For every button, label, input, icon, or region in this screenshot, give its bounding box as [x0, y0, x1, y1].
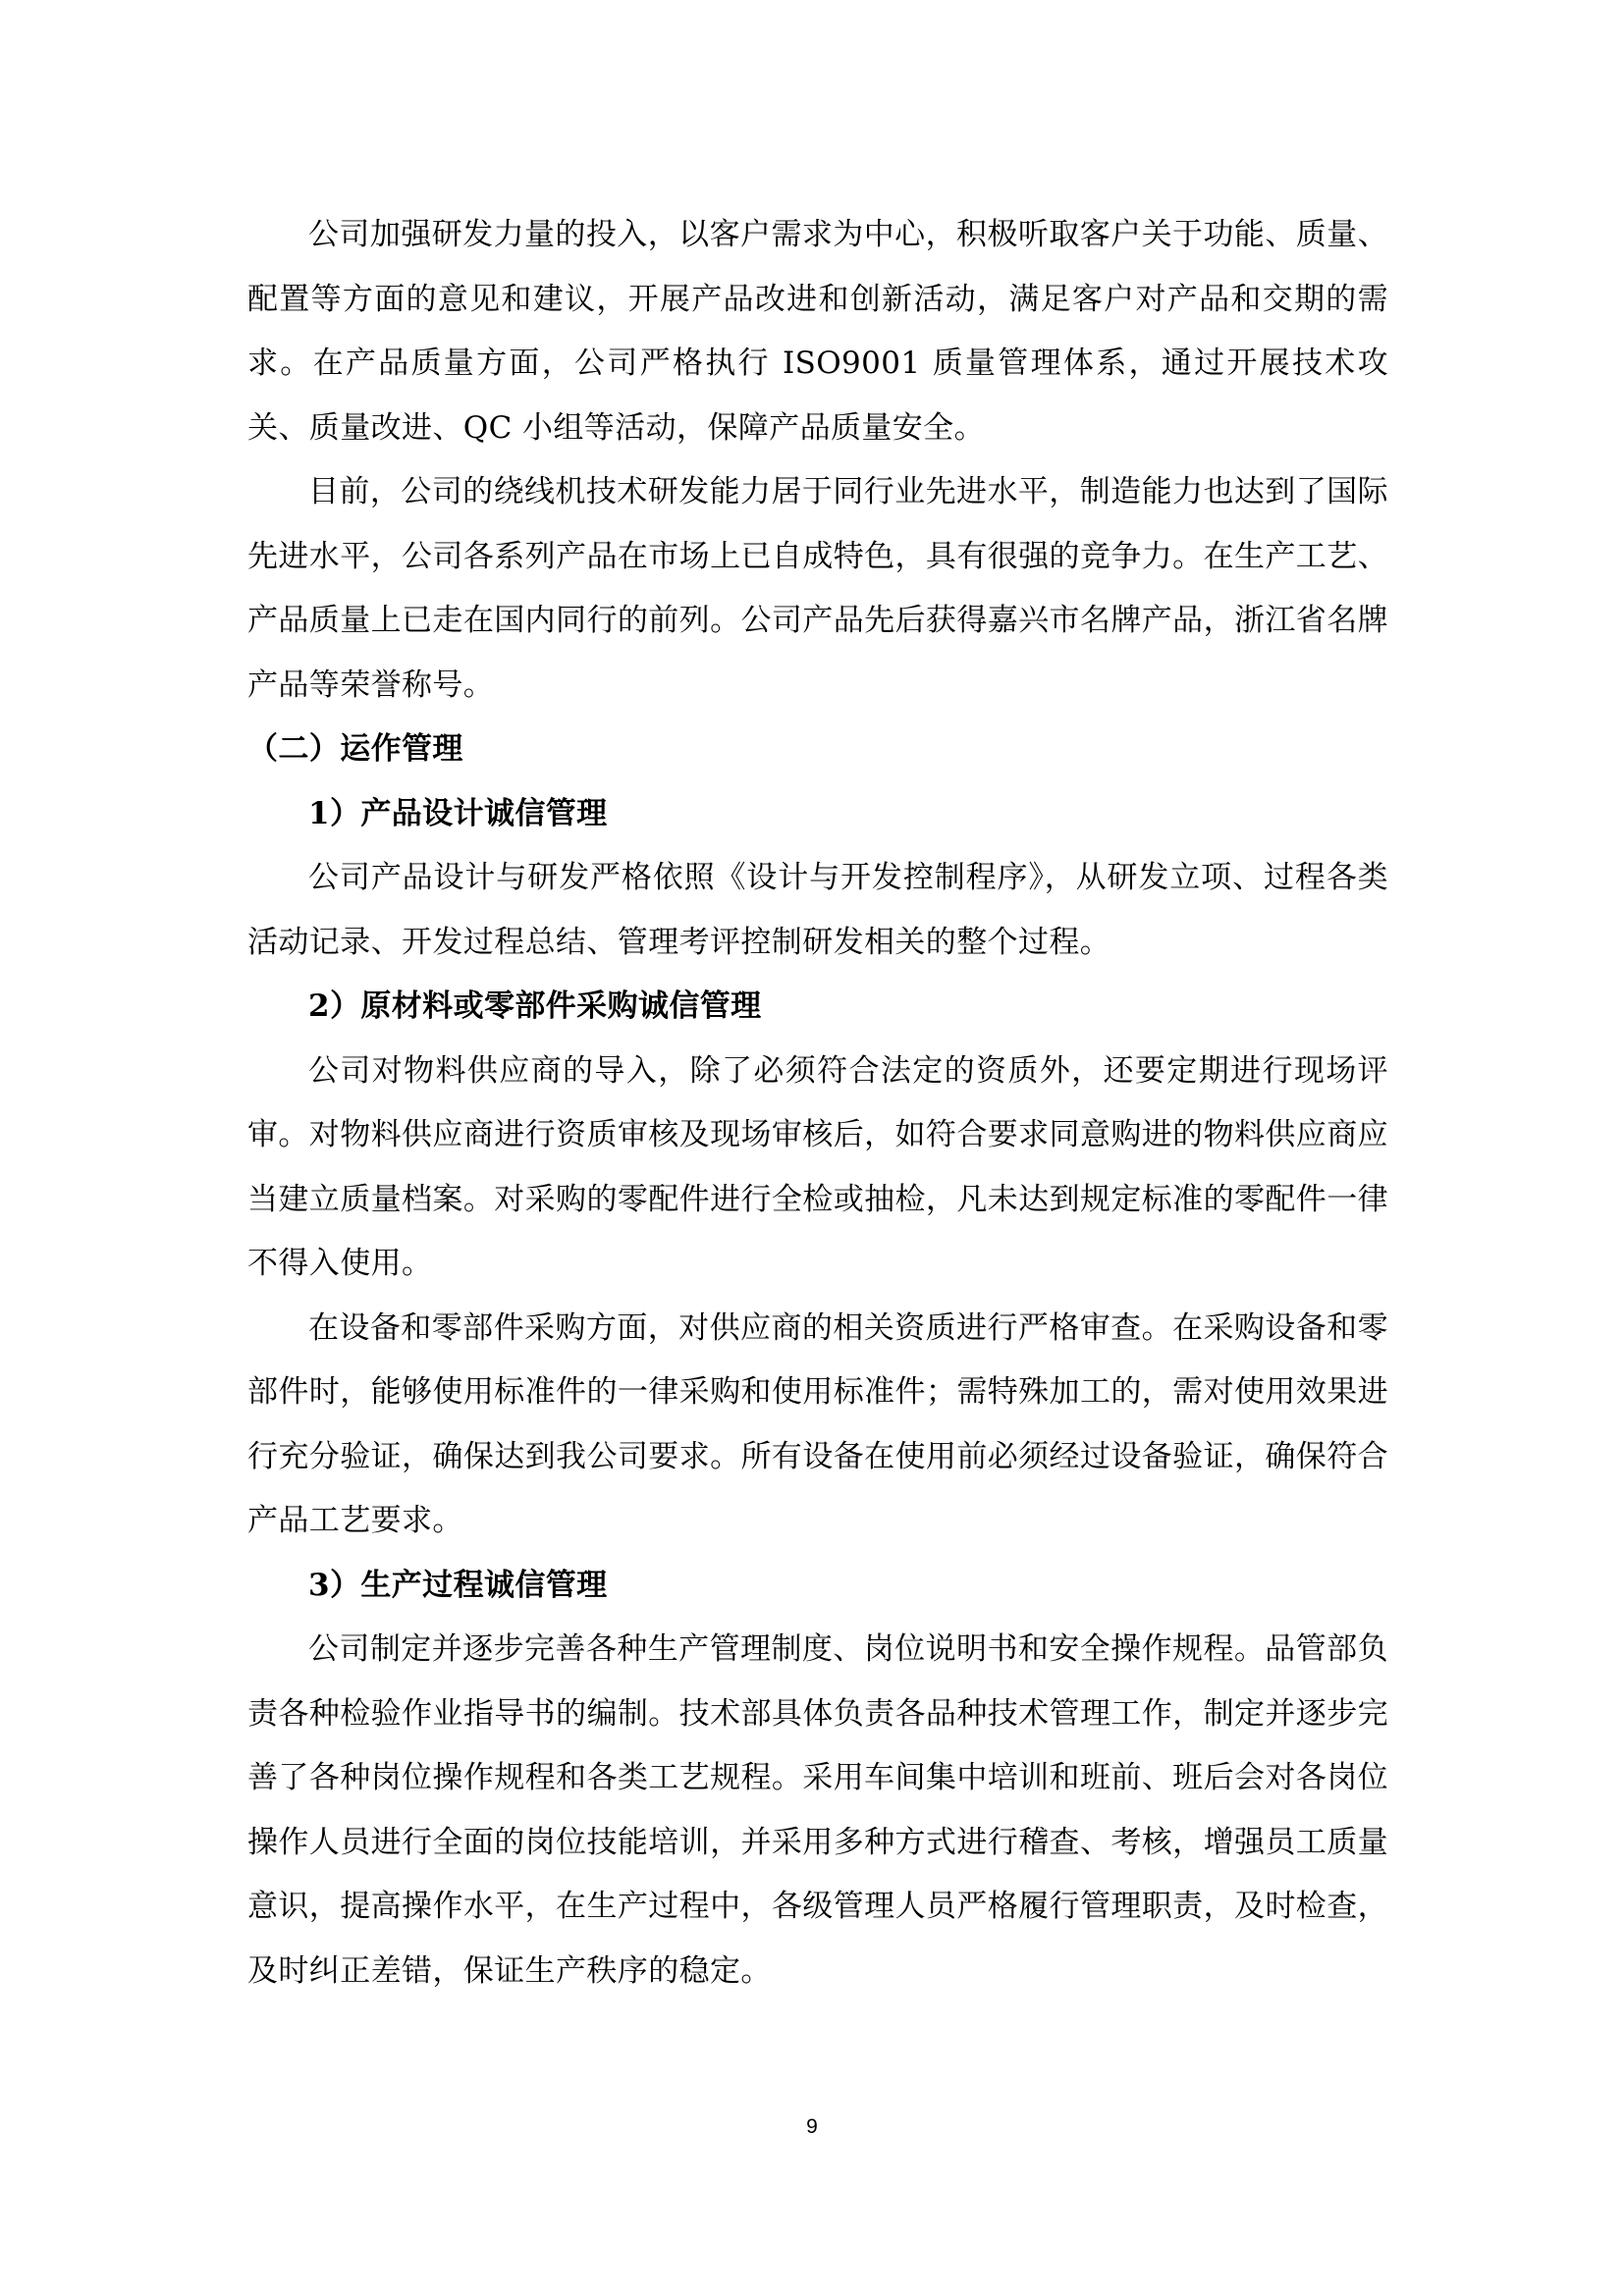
procurement-paragraph-2: 在设备和零部件采购方面，对供应商的相关资质进行严格审查。在采购设备和零部件时，能够使用标准件的一律采购和使用标准件；需特殊加工的，需对使用效果进行充分验证，确保达到我公司要求。所有设备在使用前必须经过设备验证，确保符合产品工艺要求。 — [247, 1309, 1388, 1538]
document-body — [247, 203, 1388, 2003]
intro-paragraph-1: 公司加强研发力量的投入，以客户需求为中心，积极听取客户关于功能、质量、配置等方面的意见和建议，开展产品改进和创新活动，满足客户对产品和交期的需求。在产品质量方面，公司严格执行 ISO9001 质量管理体系，通过开展技术攻关、质量改进、QC 小组等活动，保障产品质量安全。 — [247, 217, 1388, 446]
subsection-heading-product-design: 1）产品设计诚信管理 — [308, 795, 608, 831]
page-number: 9 — [806, 2115, 818, 2138]
procurement-paragraph-1: 公司对物料供应商的导入，除了必须符合法定的资质外，还要定期进行现场评审。对物料供应商进行资质审核及现场审核后，如符合要求同意购进的物料供应商应当建立质量档案。对采购的零配件进行全检或抽检，凡未达到规定标准的零配件一律不得入使用。 — [247, 1052, 1388, 1281]
intro-paragraph-2: 目前，公司的绕线机技术研发能力居于同行业先进水平，制造能力也达到了国际先进水平，公司各系列产品在市场上已自成特色，具有很强的竞争力。在生产工艺、产品质量上已走在国内同行的前列。公司产品先后获得嘉兴市名牌产品，浙江省名牌产品等荣誉称号。 — [247, 474, 1388, 703]
product-design-paragraph-1: 公司产品设计与研发严格依照《设计与开发控制程序》，从研发立项、过程各类活动记录、开发过程总结、管理考评控制研发相关的整个过程。 — [247, 860, 1388, 960]
subsection-heading-procurement: 2）原材料或零部件采购诚信管理 — [308, 988, 762, 1024]
section-heading-operation-management: （二）运作管理 — [247, 731, 463, 767]
subsection-heading-production-process: 3）生产过程诚信管理 — [308, 1567, 608, 1603]
production-process-paragraph-1: 公司制定并逐步完善各种生产管理制度、岗位说明书和安全操作规程。品管部负责各种检验作业指导书的编制。技术部具体负责各品种技术管理工作，制定并逐步完善了各种岗位操作规程和各类工艺规程。采用车间集中培训和班前、班后会对各岗位操作人员进行全面的岗位技能培训，并采用多种方式进行稽查、考核，增强员工质量意识，提高操作水平，在生产过程中，各级管理人员严格履行管理职责，及时检查，及时纠正差错，保证生产秩序的稳定。 — [247, 1631, 1388, 1989]
